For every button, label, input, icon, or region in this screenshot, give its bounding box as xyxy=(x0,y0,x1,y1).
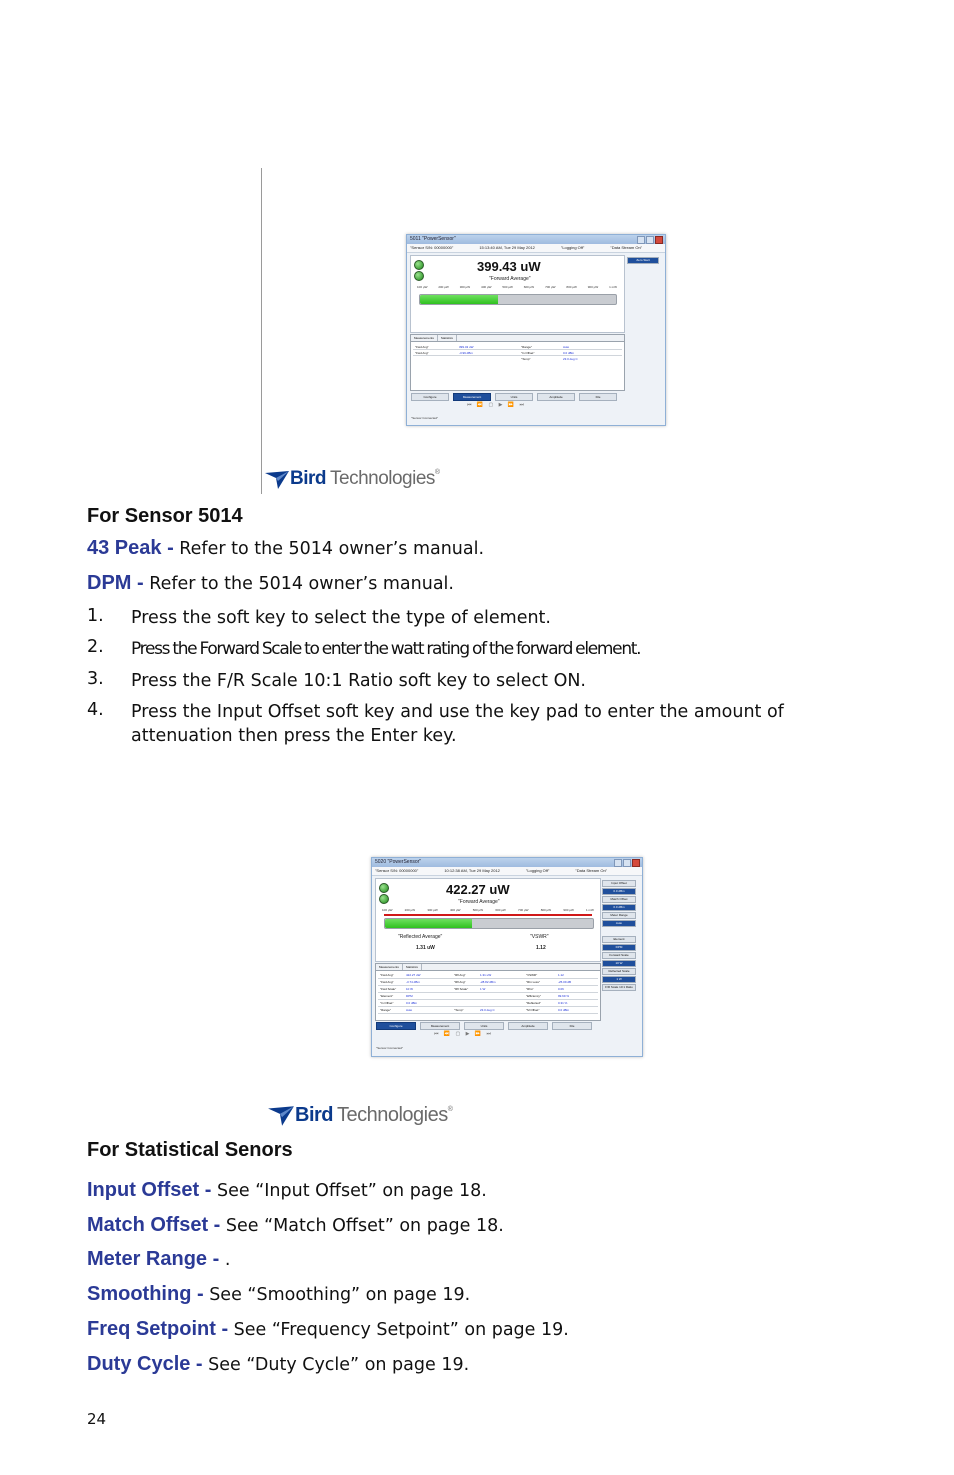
table-divider xyxy=(378,992,598,993)
table-cell: 422.27 uW xyxy=(406,973,421,977)
table-cell: "Range" xyxy=(380,1008,391,1012)
table-cell: 10 W xyxy=(406,987,414,991)
step-1 xyxy=(87,606,887,632)
figure-divider xyxy=(261,168,262,494)
scale-label: 800 µW xyxy=(566,285,577,289)
status-row xyxy=(407,244,665,253)
table-cell: "Rtn Loss" xyxy=(526,980,540,984)
term-description: See “Smoothing” on page 19. xyxy=(209,1285,471,1305)
tab-statistics[interactable]: Statistics xyxy=(403,964,422,970)
scale-label: 700 µW xyxy=(518,908,529,912)
side-button-label: Reflected Scale xyxy=(602,968,636,975)
scale-label: 200 µW xyxy=(404,908,416,912)
table-divider xyxy=(413,349,622,350)
table-cell: "In Offset" xyxy=(380,1001,394,1005)
scale-label: 100 µW xyxy=(382,908,393,912)
definition-match-offset xyxy=(87,1214,504,1237)
sensor-sn: "Sensor S/N: 00000000" xyxy=(375,868,419,873)
table-cell: 0.0 dBm xyxy=(558,1008,570,1012)
table-cell: "Fwd Avg" xyxy=(415,351,429,355)
datetime: 10:12:38 AM, Tue 29 May 2012 xyxy=(444,868,500,873)
close-icon[interactable] xyxy=(632,859,640,867)
datetime: 15:13:40 AM, Tue 29 May 2012 xyxy=(479,245,535,250)
section-heading-5014: For Sensor 5014 xyxy=(87,505,243,527)
window-title: 5011 "PowerSensor" xyxy=(410,236,456,242)
close-icon[interactable] xyxy=(655,236,663,244)
logo-registered: ® xyxy=(447,1106,453,1113)
measurement-button[interactable]: Measurement xyxy=(420,1022,460,1030)
side-button-column xyxy=(627,257,659,265)
table-cell: 0.0 dBm xyxy=(563,351,575,355)
side-button-label: Input Offset xyxy=(602,880,636,887)
step-text: Press the Input Offset soft key and use the key pad to enter the amount of attenuation then press the Enter key. xyxy=(131,702,784,746)
logging-status: "Logging Off" xyxy=(525,868,550,873)
scale-label: 400 µW xyxy=(450,908,461,912)
reflected-average-value: 1.31 uW xyxy=(416,945,435,951)
definition-meter-range xyxy=(87,1248,230,1271)
step-text: Press the F/R Scale 10:1 Ratio soft key to select ON. xyxy=(131,671,586,691)
forward-power-bar xyxy=(384,918,594,929)
reflected-indicator-line xyxy=(384,914,592,916)
scale-label: 100 µW xyxy=(417,285,428,289)
status-led-1 xyxy=(379,883,389,893)
scale-label: 300 µW xyxy=(427,908,438,912)
table-cell: "Rfl Scale" xyxy=(454,987,469,991)
table-cell: "Fwd Scale" xyxy=(380,987,397,991)
window-title: 5020 "PowerSensor" xyxy=(375,859,422,865)
window-controls xyxy=(637,236,663,244)
table-cell: "Range" xyxy=(521,345,532,349)
step-text: Press the Forward Scale to enter the watt rating of the forward element. xyxy=(131,639,641,659)
table-divider xyxy=(413,355,622,356)
table-divider xyxy=(378,1006,598,1007)
units-button[interactable]: Units xyxy=(464,1022,504,1030)
playback-nav[interactable]: ⏮ ⏪ ▢ ▶ ⏩ ⏭ xyxy=(467,402,526,408)
scale-label: 400 µW xyxy=(481,285,492,289)
definition-input-offset xyxy=(87,1179,487,1202)
soft-key-row xyxy=(376,1022,592,1030)
term-description: Refer to the 5014 owner’s manual. xyxy=(149,574,454,594)
configure-button[interactable]: Configure xyxy=(411,393,449,401)
playback-nav[interactable]: ⏮ ⏪ ▢ ▶ ⏩ ⏭ xyxy=(434,1031,493,1037)
step-3 xyxy=(87,669,887,695)
reflected-scale-button[interactable]: 1 W xyxy=(602,976,636,983)
term-label: Input Offset - xyxy=(87,1179,217,1201)
definition-dpm xyxy=(87,572,454,595)
table-cell: "Rfl Avg" xyxy=(454,980,466,984)
logging-status: "Logging Off" xyxy=(560,245,585,250)
forward-power-bar-fill xyxy=(385,919,472,928)
file-button[interactable]: File xyxy=(579,393,617,401)
scale-label: 200 µW xyxy=(438,285,449,289)
meter-panel xyxy=(375,878,601,962)
table-cell: "Fwd Avg" xyxy=(380,973,394,977)
bird-logo xyxy=(267,1093,453,1127)
table-cell: Auto xyxy=(563,345,570,349)
definition-duty-cycle xyxy=(87,1353,469,1376)
maximize-icon[interactable] xyxy=(623,859,631,867)
table-cell: "Element" xyxy=(380,994,394,998)
configure-button[interactable]: Configure xyxy=(376,1022,416,1030)
measurement-value: 399.43 uW xyxy=(477,259,541,274)
table-cell: 1 W xyxy=(480,987,486,991)
table-cell: "In Offset" xyxy=(521,351,535,355)
table-cell: -28.82 dBm xyxy=(480,980,496,984)
file-button[interactable]: File xyxy=(552,1022,592,1030)
definition-freq-setpoint xyxy=(87,1318,569,1341)
definition-43-peak xyxy=(87,537,484,560)
window-controls xyxy=(614,859,640,867)
section-heading-statistical: For Statistical Senors xyxy=(87,1139,293,1161)
measurement-label: "Forward Average" xyxy=(489,276,531,282)
minimize-icon[interactable] xyxy=(637,236,645,244)
measurements-table xyxy=(375,963,601,1021)
data-stream-status: "Data Stream On" xyxy=(610,245,643,250)
side-button-label: Meter Range xyxy=(602,912,636,919)
table-cell: "Efficiency" xyxy=(526,994,541,998)
table-cell: DPM xyxy=(406,994,413,998)
amplitude-button[interactable]: Amplitude xyxy=(508,1022,548,1030)
powersensor-window xyxy=(406,234,666,426)
term-description: See “Duty Cycle” on page 19. xyxy=(208,1355,470,1375)
table-divider xyxy=(378,999,598,1000)
bird-logo-mark xyxy=(267,1105,295,1127)
scale-label: 700 µW xyxy=(545,285,556,289)
meter-panel xyxy=(410,255,625,333)
scale-label: 800 µW xyxy=(540,908,552,912)
scale-label: 900 µW xyxy=(587,285,599,289)
table-cell: -3.99 dBm xyxy=(459,351,473,355)
logo-technologies: Technologies xyxy=(337,1104,448,1126)
table-divider xyxy=(378,1013,598,1014)
meter-range-button[interactable]: Auto xyxy=(602,920,636,927)
table-cell: 399.43 uW xyxy=(459,345,474,349)
status-led-2 xyxy=(414,271,424,281)
table-cell: 99.69 % xyxy=(558,994,570,998)
table-cell: "Fwd Avg" xyxy=(380,980,394,984)
table-divider xyxy=(378,985,598,986)
logo-technologies: Technologies xyxy=(330,468,435,489)
table-cell: Auto xyxy=(406,1008,413,1012)
term-label: Duty Cycle - xyxy=(87,1353,209,1375)
connection-status: "Sensor Connected" xyxy=(376,1046,403,1050)
term-label: DPM - xyxy=(87,572,150,594)
status-led-2 xyxy=(379,894,389,904)
step-2 xyxy=(87,637,887,663)
vswr-label: "VSWR" xyxy=(530,934,549,940)
table-cell: 0.06 xyxy=(558,987,564,991)
table-cell: "Reflected" xyxy=(526,1001,541,1005)
measurements-table xyxy=(410,334,625,391)
side-button-label: Forward Scale xyxy=(602,952,636,959)
definition-smoothing xyxy=(87,1283,470,1306)
amplitude-button[interactable]: Amplitude xyxy=(537,393,575,401)
zero-start-button[interactable]: Zero Start xyxy=(627,257,659,264)
status-led-1 xyxy=(414,260,424,270)
step-number: 3. xyxy=(87,669,104,689)
soft-key-row xyxy=(411,393,617,401)
figure-5020-screenshot xyxy=(264,805,694,1135)
step-number: 1. xyxy=(87,606,104,626)
term-description: See “Match Offset” on page 18. xyxy=(225,1216,504,1236)
scale-label: 600 µW xyxy=(523,285,535,289)
logo-registered: ® xyxy=(434,469,441,476)
table-cell: 1.31 uW xyxy=(480,973,492,977)
scale-label: 900 µW xyxy=(563,908,574,912)
table-cell: "Temp" xyxy=(521,357,531,361)
step-number: 4. xyxy=(87,700,104,720)
scale-label: 500 µW xyxy=(472,908,484,912)
scale-label: 300 µW xyxy=(459,285,471,289)
input-offset-button[interactable]: 0.0 dBm xyxy=(602,888,636,895)
measurement-label: "Forward Average" xyxy=(458,899,500,905)
term-description: See “Frequency Setpoint” on page 19. xyxy=(233,1320,569,1340)
term-description: . xyxy=(224,1250,231,1270)
forward-power-bar xyxy=(419,294,617,305)
side-button-label: Element xyxy=(602,936,636,943)
minimize-icon[interactable] xyxy=(614,859,622,867)
scale-label: 500 µW xyxy=(502,285,513,289)
table-cell: "Rfl Avg" xyxy=(454,973,466,977)
scale-label: 600 µW xyxy=(495,908,506,912)
term-description: Refer to the 5014 owner’s manual. xyxy=(179,539,485,559)
bird-logo xyxy=(264,458,440,490)
term-label: 43 Peak - xyxy=(87,537,180,559)
table-cell: 23.0 deg C xyxy=(480,1008,495,1012)
reflected-average-label: "Reflected Average" xyxy=(398,934,443,940)
scale-label: 1 mW xyxy=(609,285,617,289)
term-label: Meter Range - xyxy=(87,1248,225,1270)
units-button[interactable]: Units xyxy=(495,393,533,401)
table-cell: "M Offset" xyxy=(526,1008,540,1012)
side-button-label: Match Offset xyxy=(602,896,636,903)
table-cell: "Fwd Avg" xyxy=(415,345,429,349)
table-cell: 0.0 dBm xyxy=(406,1001,418,1005)
table-cell: "Temp" xyxy=(454,1008,464,1012)
data-stream-status: "Data Stream On" xyxy=(575,868,608,873)
tab-statistics[interactable]: Statistics xyxy=(438,335,457,341)
meter-scale xyxy=(417,285,617,289)
step-number: 2. xyxy=(87,637,104,657)
term-label: Match Offset - xyxy=(87,1214,226,1236)
meter-scale xyxy=(382,908,594,912)
measurement-value: 422.27 uW xyxy=(446,882,510,897)
sensor-sn: "Sensor S/N: 00000000" xyxy=(410,245,454,250)
table-cell: 23.0 deg C xyxy=(563,357,578,361)
status-row xyxy=(372,867,642,876)
match-offset-button[interactable]: 0.0 dBm xyxy=(602,904,636,911)
table-divider xyxy=(378,978,598,979)
forward-scale-button[interactable]: 10 W xyxy=(602,960,636,967)
fr-scale-ratio-button[interactable]: F/R Scale 10:1 Ratio xyxy=(602,984,636,991)
forward-power-bar-fill xyxy=(420,295,498,304)
table-cell: 0.31 % xyxy=(558,1001,568,1005)
window-titlebar xyxy=(407,235,665,244)
page-number: 24 xyxy=(87,1410,107,1428)
tab-measurements[interactable]: Measurements xyxy=(411,335,438,341)
step-text: Press the soft key to select the type of element. xyxy=(131,608,551,628)
bird-logo-mark xyxy=(264,470,290,490)
table-cell: -25.09 dB xyxy=(558,980,572,984)
term-description: See “Input Offset” on page 18. xyxy=(216,1181,487,1201)
tab-measurements[interactable]: Measurements xyxy=(376,964,403,970)
maximize-icon[interactable] xyxy=(646,236,654,244)
side-button-column xyxy=(602,880,636,992)
table-cell: "VSWR" xyxy=(526,973,538,977)
table-cell: 1.12 xyxy=(558,973,564,977)
logo-brand: Bird xyxy=(290,468,326,489)
table-cell: -3.74 dBm xyxy=(406,980,420,984)
table-tabs xyxy=(411,335,624,342)
element-button[interactable]: DPM xyxy=(602,944,636,951)
connection-status: "Sensor Connected" xyxy=(411,416,438,420)
logo-brand: Bird xyxy=(295,1104,333,1126)
powersensor-window xyxy=(371,857,643,1057)
scale-label: 1 mW xyxy=(586,908,594,912)
vswr-value: 1.12 xyxy=(536,945,546,951)
figure-5011-screenshot xyxy=(260,168,680,498)
measurement-button[interactable]: Measurement xyxy=(453,393,491,401)
step-4 xyxy=(87,700,887,750)
table-tabs xyxy=(376,964,600,971)
term-label: Freq Setpoint - xyxy=(87,1318,234,1340)
table-cell: "Rho" xyxy=(526,987,534,991)
window-titlebar xyxy=(372,858,642,867)
term-label: Smoothing - xyxy=(87,1283,210,1305)
spacer xyxy=(602,928,636,936)
